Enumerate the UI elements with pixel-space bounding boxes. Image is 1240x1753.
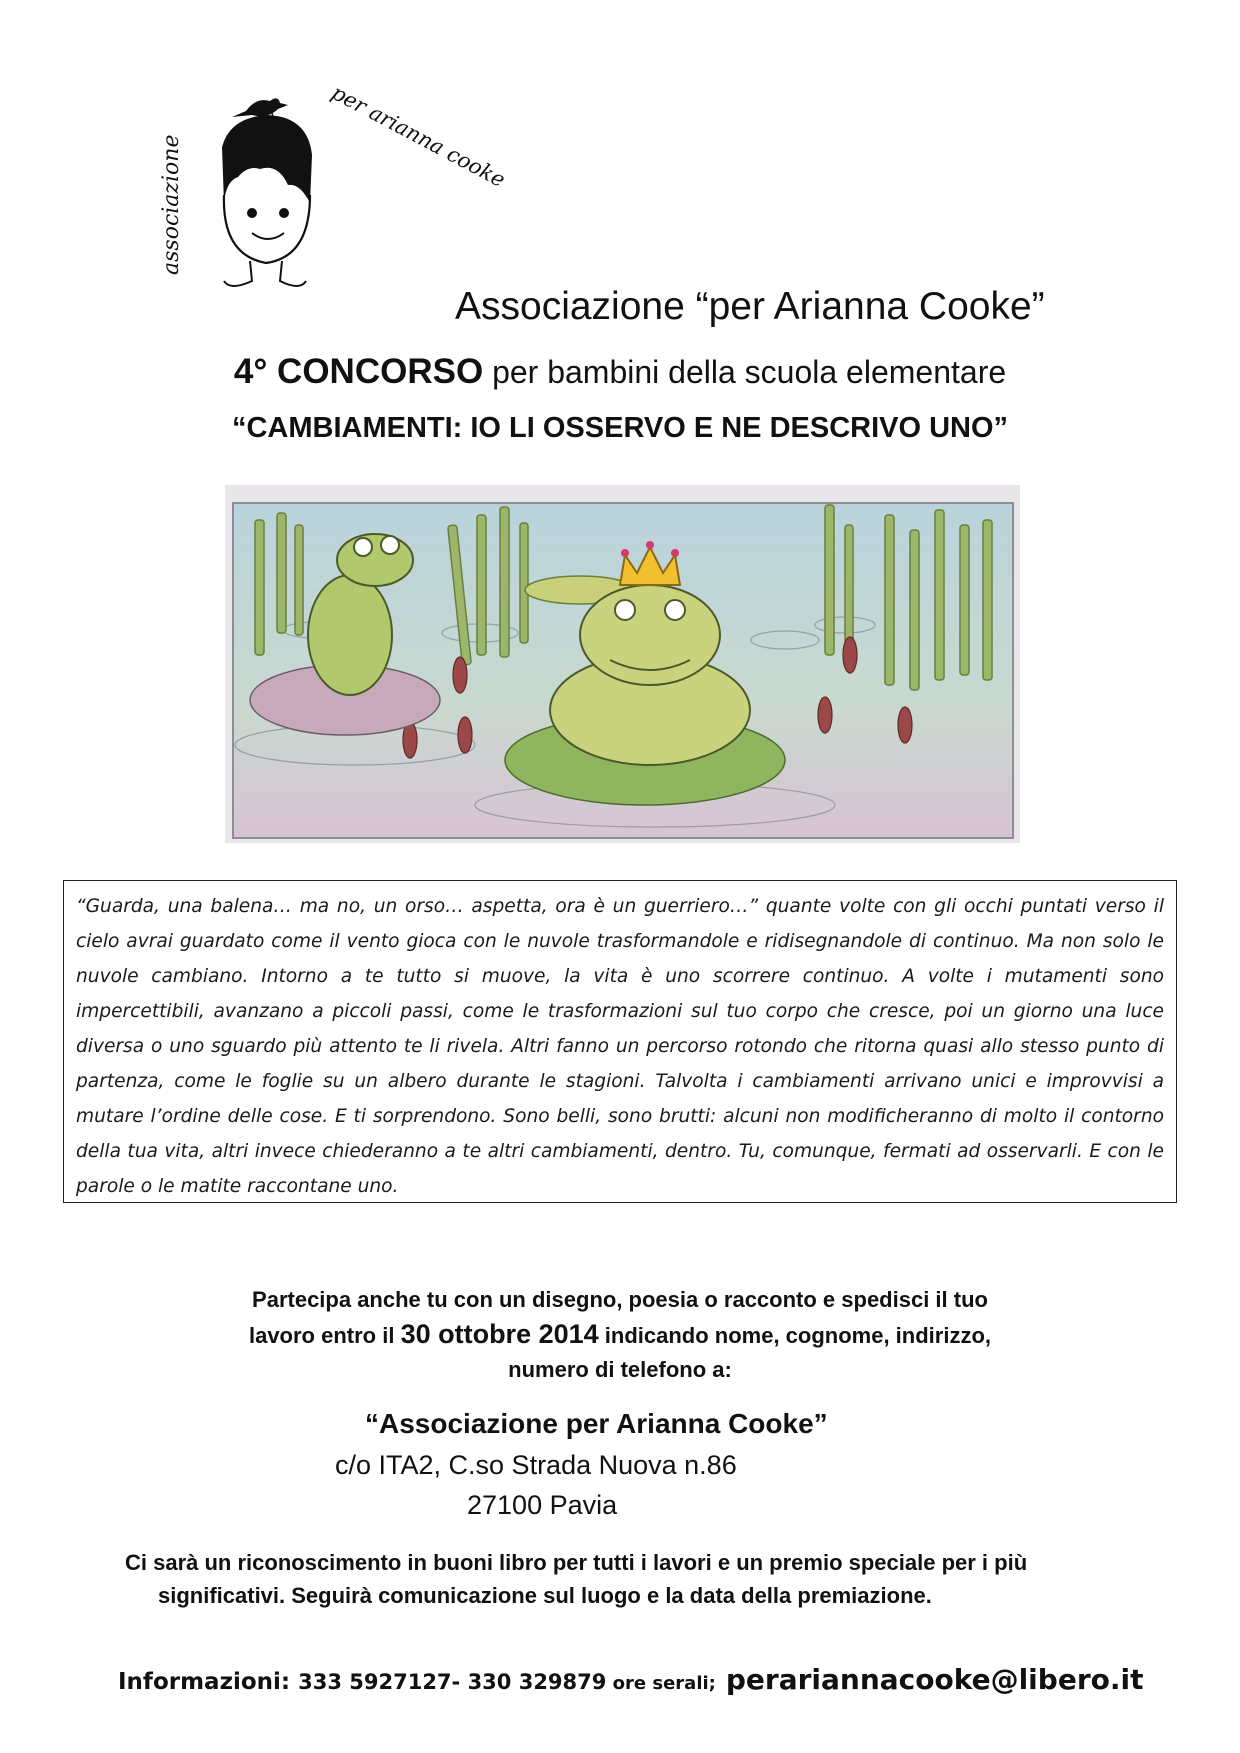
logo-text-left: associazione	[159, 134, 184, 275]
association-logo	[159, 80, 510, 325]
recognition-notice	[0, 1546, 1240, 1612]
pond-illustration	[225, 485, 1020, 843]
email-address[interactable]: perariannacooke@libero.it	[725, 1663, 1144, 1696]
contest-theme: “CAMBIAMENTI: IO LI OSSERVO E NE DESCRIVO UNO”	[231, 412, 1009, 444]
recognition-line-2: significativi. Seguirà comunicazione sul luogo e la data della premiazione.	[158, 1583, 932, 1608]
participate-line-2-end: indicando nome, cognome, indirizzo,	[598, 1323, 992, 1348]
participate-line-2-start: lavoro entro il	[248, 1323, 401, 1348]
contest-number: 4° CONCORSO	[233, 352, 484, 391]
child-face-with-bird-logo-icon	[159, 80, 510, 325]
address-street: c/o ITA2, C.so Strada Nuova n.86	[335, 1450, 737, 1480]
info-label: Informazioni:	[118, 1669, 299, 1695]
contact-hours: ore serali;	[606, 1673, 716, 1694]
participate-line-3: numero di telefono a:	[508, 1357, 732, 1382]
participation-instructions	[0, 1283, 1240, 1387]
contest-description: per bambini della scuola elementare	[483, 354, 1007, 390]
phone-numbers: 333 5927127- 330 329879	[298, 1670, 607, 1694]
participate-line-1: Partecipa anche tu con un disegno, poesia o racconto e spedisci il tuo	[252, 1287, 988, 1312]
recognition-line-1: Ci sarà un riconoscimento in buoni libro per tutti i lavori e un premio speciale per i più	[125, 1550, 1028, 1575]
address-name: “Associazione per Arianna Cooke”	[365, 1408, 828, 1439]
participate-line-2	[0, 1317, 1240, 1353]
story-box	[63, 880, 1177, 1203]
address-city: 27100 Pavia	[467, 1490, 618, 1520]
contest-heading	[0, 352, 1240, 392]
contact-info	[118, 1663, 1143, 1696]
deadline-date: 30 ottobre 2014	[400, 1319, 599, 1349]
frog-and-frog-prince-pond-drawing-icon	[225, 485, 1020, 843]
association-title: Associazione “per Arianna Cooke”	[455, 285, 1045, 328]
story-text: “Guarda, una balena… ma no, un orso… aspetta, ora è un guerriero…” quante volte con gli occhi puntati verso il cielo avrai guardato come il vento gioca con le nuvole trasformandole e ridisegnandole di continuo. Ma non solo le nuvole cambiano. Intorno a te tutto si muove, la vita è uno scorrere continuo. A volte i mutamenti sono impercettibili, avanzano a piccoli passi, come le trasformazioni sul tuo corpo che cresce, poi un giorno una luce diversa o uno sguardo più attento te li rivela. Altri fanno un percorso rotondo che ritorna quasi allo stesso punto di partenza, come le foglie su un albero durante le stagioni. Talvolta i cambiamenti arrivano unici e improvvisi a mutare l’ordine delle cose. E ti sorprendono. Sono belli, sono brutti: alcuni non modificheranno di molto il contorno della tua vita, altri invece chiederanno a te altri cambiamenti, dentro. Tu, comunque, fermati ad osservarli. E con le parole o le matite raccontane uno.	[76, 896, 1164, 1197]
logo-text-right: per arianna cooke	[327, 80, 510, 192]
